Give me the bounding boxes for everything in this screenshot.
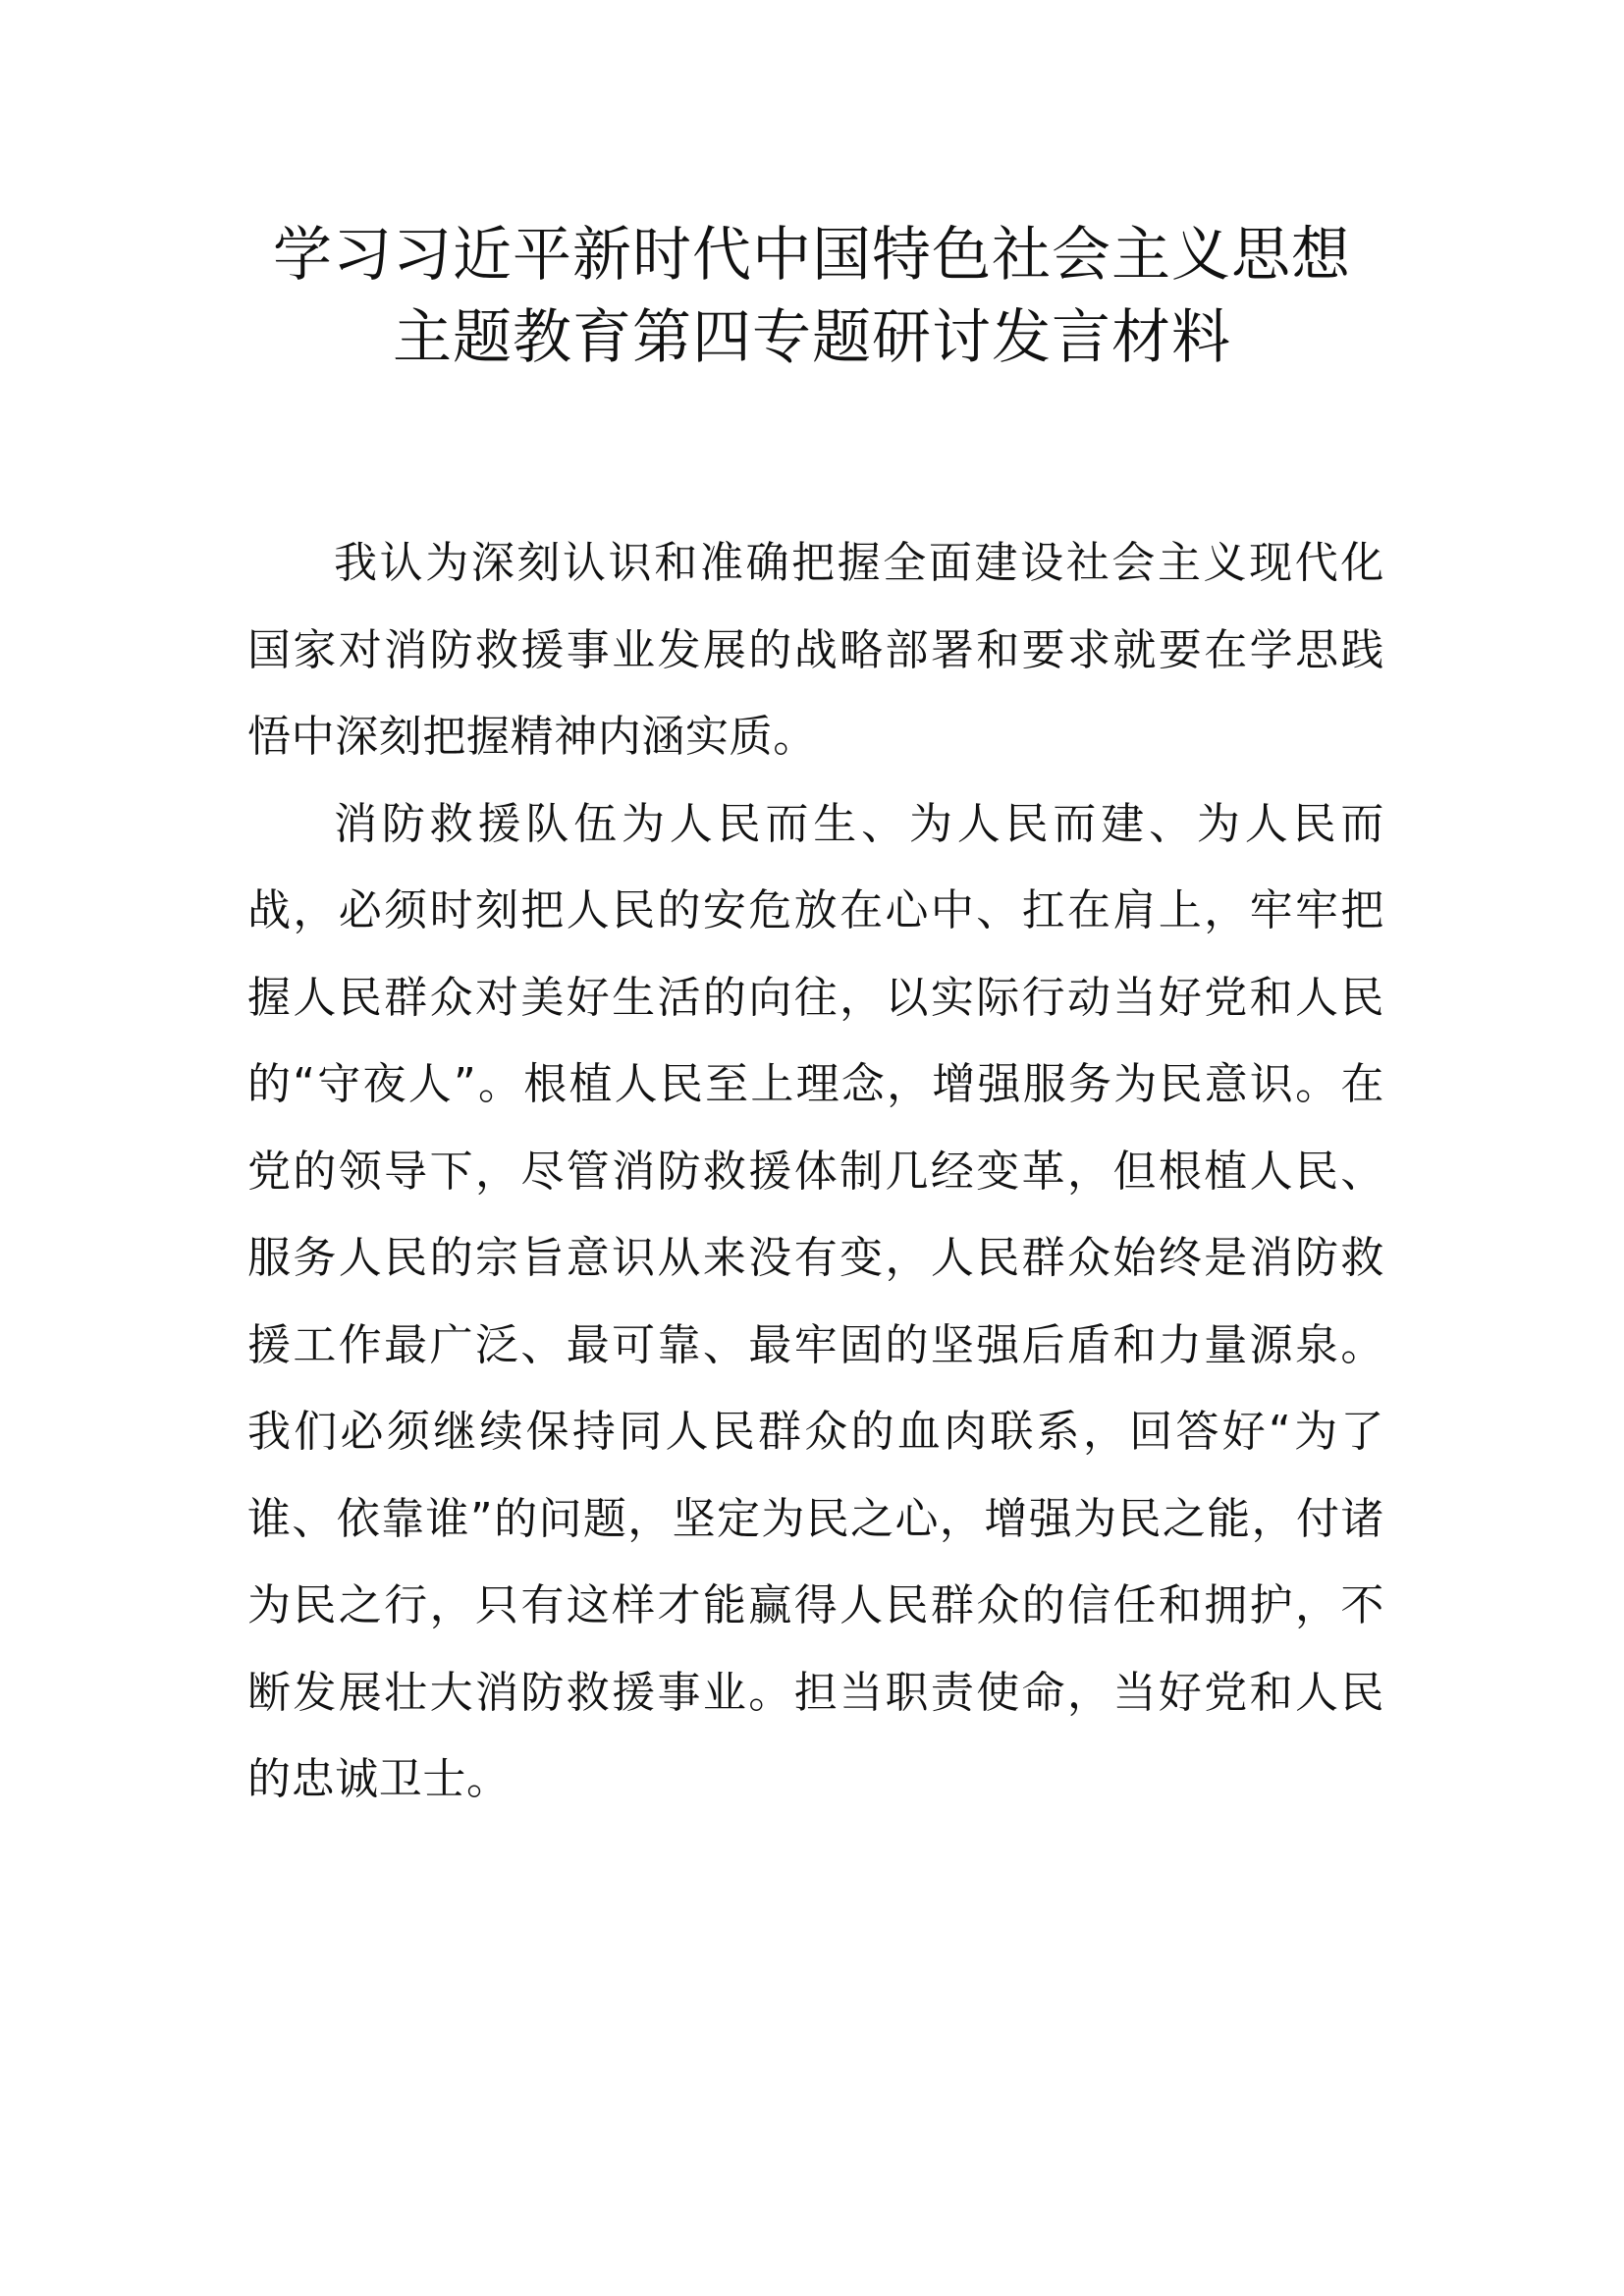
title-line-1: 学习习近平新时代中国特色社会主义思想 — [273, 221, 1351, 290]
document-body — [247, 520, 1384, 1824]
paragraph-2: 消防救援队伍为人民而生、为人民而建、为人民而战，必须时刻把人民的安危放在心中、扛在肩上，牢牢把握人民群众对美好生活的向往，以实际行动当好党和人民的“守夜人”。根植人民至上理念，增强服务为民意识。在党的领导下，尽管消防救援体制几经变革，但根植人民、服务人民的宗旨意识从来没有变，人民群众始终是消防救援工作最广泛、最可靠、最牢固的坚强后盾和力量源泉。我们必须继续保持同人民群众的血肉联系，回答好“为了谁、依靠谁”的问题，坚定为民之心，增强为民之能，付诸为民之行，只有这样才能赢得人民群众的信任和拥护，不断发展壮大消防救援事业。担当职责使命，当好党和人民的忠诚卫士。 — [247, 798, 1384, 1804]
paragraph-1: 我认为深刻认识和准确把握全面建设社会主义现代化国家对消防救援事业发展的战略部署和要求就要在学思践悟中深刻把握精神内涵实质。 — [247, 538, 1384, 762]
document-title — [226, 214, 1398, 379]
title-line-2: 主题教育第四专题研讨发言材料 — [393, 303, 1231, 372]
